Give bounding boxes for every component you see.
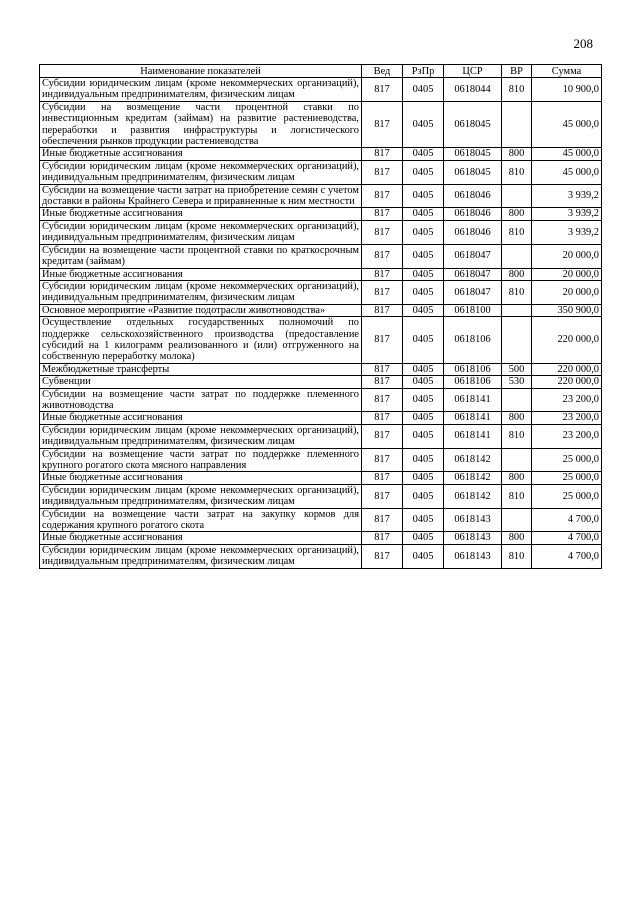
- cell-rzpr: 0405: [403, 304, 444, 316]
- table-row: [40, 184, 602, 208]
- cell-sum: 4 700,0: [532, 544, 602, 568]
- table-row: [40, 412, 602, 424]
- cell-csr: 0618047: [444, 268, 502, 280]
- cell-rzpr: 0405: [403, 472, 444, 484]
- header-name: Наименование показателей: [40, 65, 362, 78]
- header-sum: Сумма: [532, 65, 602, 78]
- cell-rzpr: 0405: [403, 268, 444, 280]
- cell-sum: 23 200,0: [532, 412, 602, 424]
- cell-sum: 20 000,0: [532, 268, 602, 280]
- cell-sum: 25 000,0: [532, 484, 602, 508]
- cell-ved: 817: [362, 244, 403, 268]
- header-vr: ВР: [502, 65, 532, 78]
- cell-rzpr: 0405: [403, 160, 444, 184]
- cell-rzpr: 0405: [403, 78, 444, 102]
- cell-csr: 0618106: [444, 363, 502, 375]
- cell-name: Иные бюджетные ассигнования: [40, 412, 362, 424]
- cell-ved: 817: [362, 220, 403, 244]
- cell-vr: 810: [502, 220, 532, 244]
- cell-ved: 817: [362, 208, 403, 220]
- cell-sum: 220 000,0: [532, 376, 602, 388]
- cell-vr: 800: [502, 412, 532, 424]
- cell-rzpr: 0405: [403, 532, 444, 544]
- cell-sum: 220 000,0: [532, 317, 602, 364]
- cell-vr: 800: [502, 148, 532, 160]
- cell-csr: 0618143: [444, 544, 502, 568]
- cell-csr: 0618045: [444, 101, 502, 148]
- cell-csr: 0618141: [444, 412, 502, 424]
- cell-vr: [502, 508, 532, 532]
- cell-sum: 25 000,0: [532, 448, 602, 472]
- cell-sum: 45 000,0: [532, 101, 602, 148]
- cell-csr: 0618045: [444, 160, 502, 184]
- cell-rzpr: 0405: [403, 280, 444, 304]
- table-row: [40, 472, 602, 484]
- cell-name: Субсидии юридическим лицам (кроме некоммерческих организаций), индивидуальным предпринимателям, физическим лицам: [40, 78, 362, 102]
- table-row: [40, 448, 602, 472]
- cell-rzpr: 0405: [403, 484, 444, 508]
- cell-rzpr: 0405: [403, 101, 444, 148]
- cell-csr: 0618143: [444, 508, 502, 532]
- cell-name: Субсидии юридическим лицам (кроме некоммерческих организаций), индивидуальным предпринимателям, физическим лицам: [40, 220, 362, 244]
- table-row: [40, 244, 602, 268]
- cell-csr: 0618143: [444, 532, 502, 544]
- cell-name: Основное мероприятие «Развитие подотрасли животноводства»: [40, 304, 362, 316]
- table-row: [40, 532, 602, 544]
- cell-rzpr: 0405: [403, 424, 444, 448]
- cell-vr: [502, 244, 532, 268]
- cell-name: Субсидии юридическим лицам (кроме некоммерческих организаций), индивидуальным предпринимателям, физическим лицам: [40, 544, 362, 568]
- table-row: [40, 544, 602, 568]
- cell-sum: 220 000,0: [532, 363, 602, 375]
- cell-ved: 817: [362, 78, 403, 102]
- cell-name: Субсидии на возмещение части процентной ставки по краткосрочным кредитам (займам): [40, 244, 362, 268]
- cell-vr: 810: [502, 280, 532, 304]
- cell-vr: 800: [502, 532, 532, 544]
- cell-name: Субсидии на возмещение части затрат на закупку кормов для содержания крупного рогатого скота: [40, 508, 362, 532]
- cell-csr: 0618045: [444, 148, 502, 160]
- cell-csr: 0618047: [444, 244, 502, 268]
- cell-vr: [502, 101, 532, 148]
- cell-rzpr: 0405: [403, 388, 444, 412]
- cell-sum: 45 000,0: [532, 160, 602, 184]
- cell-rzpr: 0405: [403, 208, 444, 220]
- table-row: [40, 424, 602, 448]
- cell-sum: 23 200,0: [532, 388, 602, 412]
- cell-ved: 817: [362, 363, 403, 375]
- table-header-row: [40, 65, 602, 78]
- cell-vr: 810: [502, 160, 532, 184]
- cell-rzpr: 0405: [403, 317, 444, 364]
- cell-csr: 0618106: [444, 376, 502, 388]
- cell-ved: 817: [362, 317, 403, 364]
- cell-csr: 0618141: [444, 424, 502, 448]
- header-rzpr: РзПр: [403, 65, 444, 78]
- cell-name: Субсидии юридическим лицам (кроме некоммерческих организаций), индивидуальным предпринимателям, физическим лицам: [40, 280, 362, 304]
- cell-ved: 817: [362, 388, 403, 412]
- cell-rzpr: 0405: [403, 148, 444, 160]
- table-body: [40, 78, 602, 569]
- page-number: 208: [573, 36, 593, 51]
- cell-ved: 817: [362, 508, 403, 532]
- cell-rzpr: 0405: [403, 508, 444, 532]
- cell-sum: 23 200,0: [532, 424, 602, 448]
- table-row: [40, 148, 602, 160]
- cell-vr: 810: [502, 424, 532, 448]
- cell-ved: 817: [362, 448, 403, 472]
- cell-csr: 0618046: [444, 184, 502, 208]
- cell-rzpr: 0405: [403, 412, 444, 424]
- cell-ved: 817: [362, 532, 403, 544]
- table-row: [40, 220, 602, 244]
- cell-name: Иные бюджетные ассигнования: [40, 532, 362, 544]
- cell-csr: 0618106: [444, 317, 502, 364]
- cell-name: Межбюджетные трансферты: [40, 363, 362, 375]
- cell-vr: 530: [502, 376, 532, 388]
- cell-vr: 500: [502, 363, 532, 375]
- cell-sum: 350 900,0: [532, 304, 602, 316]
- cell-vr: 800: [502, 268, 532, 280]
- cell-sum: 3 939,2: [532, 220, 602, 244]
- cell-name: Субсидии юридическим лицам (кроме некоммерческих организаций), индивидуальным предпринимателям, физическим лицам: [40, 424, 362, 448]
- header-ved: Вед: [362, 65, 403, 78]
- cell-ved: 817: [362, 424, 403, 448]
- table-row: [40, 208, 602, 220]
- cell-sum: 3 939,2: [532, 208, 602, 220]
- cell-vr: [502, 448, 532, 472]
- cell-name: Субсидии на возмещение части затрат на приобретение семян с учетом доставки в районы Крайнего Севера и приравненные к ним местности: [40, 184, 362, 208]
- cell-ved: 817: [362, 160, 403, 184]
- cell-ved: 817: [362, 304, 403, 316]
- cell-csr: 0618046: [444, 220, 502, 244]
- cell-vr: [502, 184, 532, 208]
- cell-rzpr: 0405: [403, 244, 444, 268]
- table-row: [40, 160, 602, 184]
- cell-vr: [502, 388, 532, 412]
- cell-vr: 800: [502, 472, 532, 484]
- table-row: [40, 376, 602, 388]
- cell-csr: 0618142: [444, 472, 502, 484]
- cell-ved: 817: [362, 280, 403, 304]
- cell-sum: 4 700,0: [532, 508, 602, 532]
- cell-name: Субсидии юридическим лицам (кроме некоммерческих организаций), индивидуальным предпринимателям, физическим лицам: [40, 484, 362, 508]
- cell-vr: [502, 317, 532, 364]
- cell-vr: [502, 304, 532, 316]
- cell-name: Иные бюджетные ассигнования: [40, 268, 362, 280]
- header-csr: ЦСР: [444, 65, 502, 78]
- cell-name: Иные бюджетные ассигнования: [40, 208, 362, 220]
- cell-csr: 0618142: [444, 448, 502, 472]
- cell-ved: 817: [362, 484, 403, 508]
- cell-name: Осуществление отдельных государственных полномочий по поддержке сельскохозяйственного производства (предоставление субсидий на 1 килограмм реализованного и (или) отгруженного на собственную переработку молока): [40, 317, 362, 364]
- cell-name: Субвенции: [40, 376, 362, 388]
- cell-name: Иные бюджетные ассигнования: [40, 472, 362, 484]
- cell-rzpr: 0405: [403, 448, 444, 472]
- cell-ved: 817: [362, 184, 403, 208]
- cell-sum: 10 900,0: [532, 78, 602, 102]
- table-row: [40, 101, 602, 148]
- cell-name: Субсидии юридическим лицам (кроме некоммерческих организаций), индивидуальным предпринимателям, физическим лицам: [40, 160, 362, 184]
- cell-sum: 25 000,0: [532, 472, 602, 484]
- cell-name: Иные бюджетные ассигнования: [40, 148, 362, 160]
- table-row: [40, 484, 602, 508]
- cell-sum: 4 700,0: [532, 532, 602, 544]
- cell-rzpr: 0405: [403, 544, 444, 568]
- cell-name: Субсидии на возмещение части затрат по поддержке племенного крупного рогатого скота мясного направления: [40, 448, 362, 472]
- cell-ved: 817: [362, 101, 403, 148]
- cell-vr: 810: [502, 78, 532, 102]
- cell-ved: 817: [362, 268, 403, 280]
- cell-rzpr: 0405: [403, 376, 444, 388]
- cell-csr: 0618046: [444, 208, 502, 220]
- budget-table: [39, 64, 602, 569]
- table-row: [40, 388, 602, 412]
- table-row: [40, 304, 602, 316]
- cell-name: Субсидии на возмещение части процентной ставки по инвестиционным кредитам (займам) на развитие растениеводства, переработки и развития инфраструктуры и логистического обеспечения рынков продукции растениеводства: [40, 101, 362, 148]
- cell-ved: 817: [362, 472, 403, 484]
- cell-csr: 0618044: [444, 78, 502, 102]
- cell-rzpr: 0405: [403, 363, 444, 375]
- cell-rzpr: 0405: [403, 184, 444, 208]
- cell-ved: 817: [362, 376, 403, 388]
- cell-name: Субсидии на возмещение части затрат по поддержке племенного животноводства: [40, 388, 362, 412]
- cell-ved: 817: [362, 544, 403, 568]
- cell-ved: 817: [362, 148, 403, 160]
- table-row: [40, 268, 602, 280]
- cell-sum: 45 000,0: [532, 148, 602, 160]
- table-row: [40, 508, 602, 532]
- cell-csr: 0618047: [444, 280, 502, 304]
- cell-vr: 810: [502, 544, 532, 568]
- table-row: [40, 78, 602, 102]
- cell-ved: 817: [362, 412, 403, 424]
- cell-sum: 3 939,2: [532, 184, 602, 208]
- cell-rzpr: 0405: [403, 220, 444, 244]
- cell-csr: 0618142: [444, 484, 502, 508]
- table-row: [40, 280, 602, 304]
- cell-sum: 20 000,0: [532, 244, 602, 268]
- cell-csr: 0618100: [444, 304, 502, 316]
- table-row: [40, 363, 602, 375]
- table-row: [40, 317, 602, 364]
- cell-vr: 810: [502, 484, 532, 508]
- cell-csr: 0618141: [444, 388, 502, 412]
- cell-vr: 800: [502, 208, 532, 220]
- cell-sum: 20 000,0: [532, 280, 602, 304]
